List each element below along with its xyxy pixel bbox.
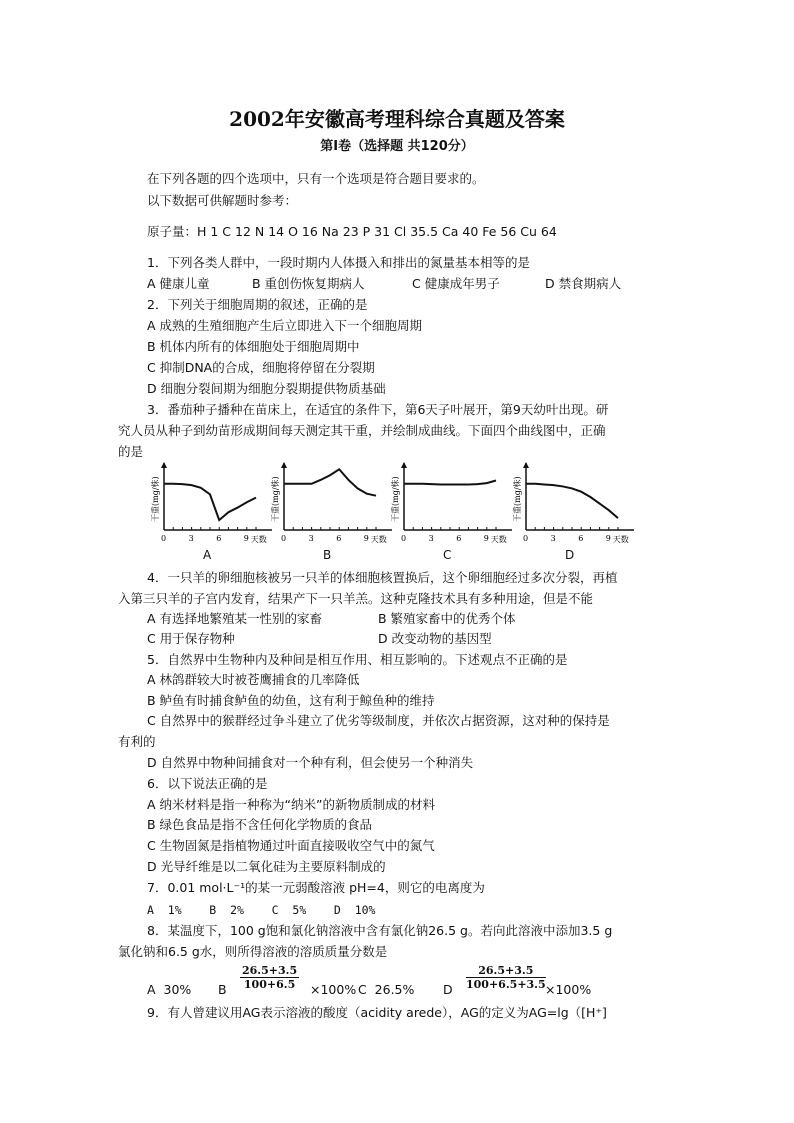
q5-option: C 自然界中的猴群经过争斗建立了优劣等级制度，并依次占据资源，这对种的保持是: [147, 713, 610, 728]
q8-option-b-fraction: [240, 964, 299, 991]
x-axis-label: 天数: [612, 535, 629, 544]
q1-stem: 1．下列各类人群中，一段时期内人体摄入和排出的氮量基本相等的是: [147, 255, 530, 270]
chart-label: B: [323, 548, 332, 562]
q2-option: A 成熟的生殖细胞产生后立即进入下一个细胞周期: [147, 318, 423, 333]
x-tick-label: 0: [401, 534, 407, 543]
fraction-numerator: 26.5+3.5: [242, 964, 298, 977]
q4-line: 入第三只羊的子宫内发育，结果产下一只羊羔。这种克隆技术具有多种用途，但是不能: [118, 591, 594, 606]
q6-stem: 6．以下说法正确的是: [147, 776, 268, 791]
y-axis-arrow: [523, 462, 529, 468]
q2-option: C 抑制DNA的合成，细胞将停留在分裂期: [147, 360, 375, 375]
chart-label: C: [443, 548, 452, 562]
y-axis-arrow: [161, 462, 167, 468]
q8-option-d-label: D: [443, 982, 453, 997]
y-axis-label: 干重(mg/株): [513, 476, 522, 522]
x-tick-label: 3: [308, 534, 314, 543]
fraction-denominator: 100+6.5: [243, 978, 296, 991]
x-tick-label: 9: [363, 534, 369, 543]
q2-option: D 细胞分裂间期为细胞分裂期提供物质基础: [147, 381, 386, 396]
q8-line: 氯化钠和6.5 g水，则所得溶液的溶质质量分数是: [118, 944, 388, 959]
fraction-denominator: 100+6.5+3.5: [466, 978, 546, 991]
q4-option: A 有选择地繁殖某一性别的家畜: [147, 611, 323, 626]
x-tick-label: 6: [216, 534, 222, 543]
q6-option: C 生物固氮是指植物通过叶面直接吸收空气中的氮气: [147, 838, 435, 853]
y-axis-arrow: [281, 462, 287, 468]
q8-option-d-tail: ×100%: [545, 982, 592, 997]
x-axis-label: 天数: [490, 535, 507, 544]
x-tick-label: 0: [161, 534, 167, 543]
q8-option-a: A 30%: [147, 982, 192, 997]
x-tick-label: 9: [605, 534, 611, 543]
curve-C: [404, 481, 496, 485]
x-tick-label: 3: [428, 534, 434, 543]
q8-option-c: C 26.5%: [358, 982, 415, 997]
q5-option: B 鲈鱼有时捕食鲈鱼的幼鱼，这有利于鲸鱼种的维持: [147, 693, 435, 708]
q1-option: B 重创伤恢复期病人: [252, 276, 365, 291]
intro-line: 以下数据可供解题时参考：: [147, 193, 298, 208]
q1-option: A 健康儿童: [147, 276, 210, 291]
x-axis-label: 天数: [250, 535, 267, 544]
y-axis-label: 干重(mg/株): [151, 476, 160, 522]
chart-D: [509, 460, 634, 550]
chart-label: A: [203, 548, 212, 562]
q8-option-b-label: B: [218, 982, 227, 997]
q9-stem: 9．有人曾建议用AG表示溶液的酸度（acidity arede），AG的定义为AG=lg（[H⁺]: [147, 1005, 607, 1020]
curve-B: [284, 469, 376, 495]
document-title: 2002年安徽高考理科综合真题及答案: [229, 107, 565, 131]
q3-line: 究人员从种子到幼苗形成期间每天测定其干重，并绘制成曲线。下面四个曲线图中，正确: [118, 423, 606, 438]
q1-option: C 健康成年男子: [412, 276, 500, 291]
x-tick-label: 3: [188, 534, 194, 543]
curve-D: [526, 484, 618, 518]
x-axis-label: 天数: [370, 535, 387, 544]
q4-option: D 改变动物的基因型: [378, 631, 492, 646]
section-subtitle: 第I卷（选择题 共120分）: [320, 139, 474, 154]
q3-line: 3．番茄种子播种在苗床上，在适宜的条件下，第6天子叶展开，第9天幼叶出现。研: [147, 402, 609, 417]
chart-label: D: [565, 548, 575, 562]
x-tick-label: 9: [483, 534, 489, 543]
q5-stem: 5．自然界中生物种内及种间是相互作用、相互影响的。下述观点不正确的是: [147, 652, 568, 667]
q6-option: D 光导纤维是以二氧化硅为主要原料制成的: [147, 859, 386, 874]
q1-option: D 禁食期病人: [545, 276, 622, 291]
intro-line: 在下列各题的四个选项中，只有一个选项是符合题目要求的。: [147, 171, 485, 186]
q8-line: 8．某温度下，100 g饱和氯化钠溶液中含有氯化钠26.5 g。若向此溶液中添加3.5 g: [147, 923, 613, 938]
x-tick-label: 0: [523, 534, 529, 543]
y-axis-label: 干重(mg/株): [391, 476, 400, 522]
q6-option: B 绿色食品是指不含任何化学物质的食品: [147, 817, 373, 832]
chart-A: [147, 460, 272, 550]
chart-B: [267, 460, 392, 550]
q4-option: B 繁殖家畜中的优秀个体: [378, 611, 516, 626]
x-tick-label: 6: [456, 534, 462, 543]
q7-options: A 1% B 2% C 5% D 10%: [147, 903, 376, 917]
atomic-mass: 原子量：H 1 C 12 N 14 O 16 Na 23 P 31 Cl 35.5 Ca 40 Fe 56 Cu 64: [147, 224, 557, 239]
q7-stem: 7．0.01 mol·L⁻¹的某一元弱酸溶液 pH=4，则它的电离度为: [147, 880, 485, 895]
q2-option: B 机体内所有的体细胞处于细胞周期中: [147, 339, 360, 354]
chart-C: [387, 460, 512, 550]
q8-option-d-fraction: [466, 964, 546, 991]
x-tick-label: 3: [550, 534, 556, 543]
q6-option: A 纳米材料是指一种称为“纳米”的新物质制成的材料: [147, 797, 435, 812]
q2-stem: 2．下列关于细胞周期的叙述，正确的是: [147, 297, 368, 312]
q4-option: C 用于保存物种: [147, 631, 235, 646]
q3-line: 的是: [118, 444, 144, 459]
x-tick-label: 0: [281, 534, 287, 543]
q8-option-b-tail: ×100%: [310, 982, 357, 997]
q5-option: D 自然界中物种间捕食对一个种有利，但会使另一个种消失: [147, 755, 474, 770]
x-tick-label: 6: [578, 534, 584, 543]
q5-option: A 林鸽群较大时被苍鹰捕食的几率降低: [147, 672, 360, 687]
q4-line: 4．一只羊的卵细胞核被另一只羊的体细胞核置换后，这个卵细胞经过多次分裂，再植: [147, 570, 618, 585]
x-tick-label: 9: [243, 534, 249, 543]
y-axis-arrow: [401, 462, 407, 468]
q5-option-cont: 有利的: [118, 734, 156, 749]
fraction-numerator: 26.5+3.5: [466, 964, 546, 978]
y-axis-label: 干重(mg/株): [271, 476, 280, 522]
curve-A: [164, 484, 256, 520]
x-tick-label: 6: [336, 534, 342, 543]
